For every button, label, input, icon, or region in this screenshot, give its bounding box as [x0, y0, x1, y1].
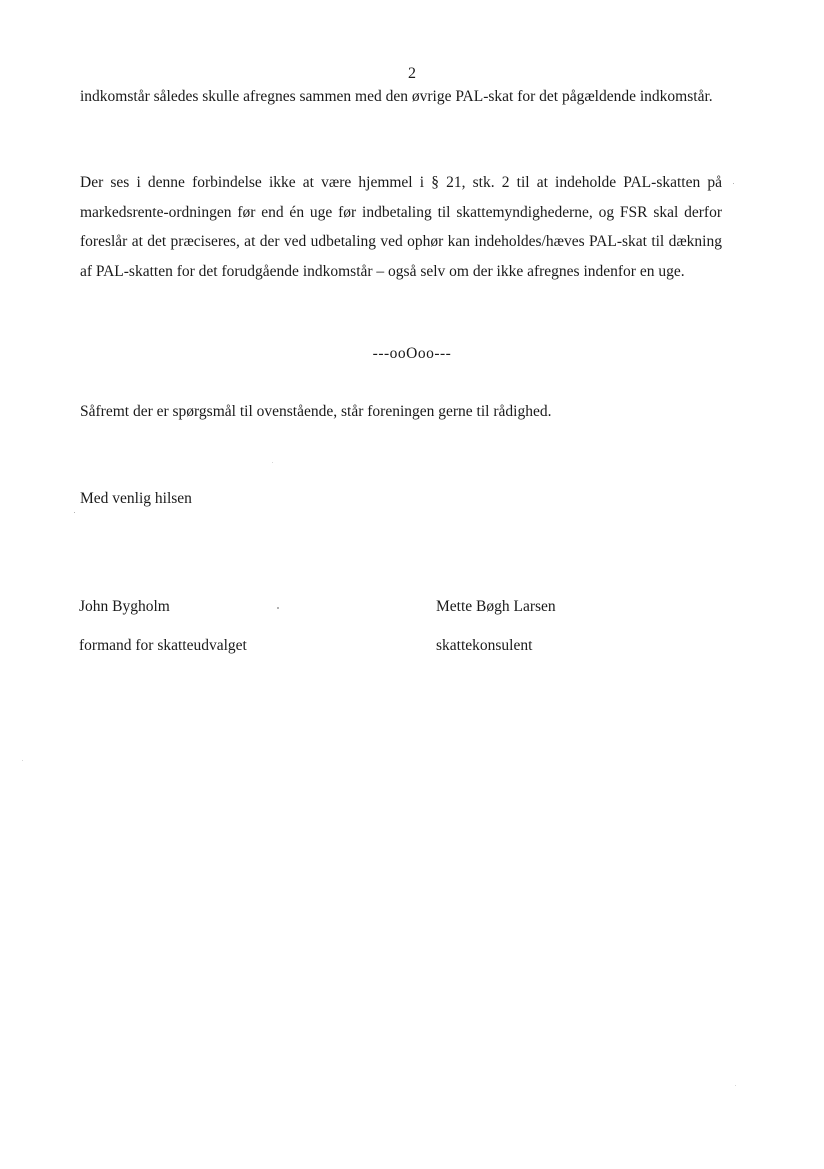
signer-1-name: John Bygholm [79, 598, 170, 615]
closing-question: Såfremt der er spørgsmål til ovenstående, står foreningen gerne til rådighed. [80, 403, 552, 420]
scan-speck [22, 760, 23, 761]
scan-speck [74, 512, 75, 513]
scan-speck [272, 462, 273, 463]
signer-2-title: skattekonsulent [436, 637, 533, 654]
body-paragraph-1: indkomstår således skulle afregnes sammen med den øvrige PAL-skat for det pågældende indkomstår. [80, 88, 713, 105]
scan-speck [733, 183, 734, 184]
body-paragraph-2: Der ses i denne forbindelse ikke at være hjemmel i § 21, stk. 2 til at indeholde PAL-skatten på markedsrente-ordningen før end én uge før indbetaling til skattemyndighederne, og FSR skal derfor foreslår at det præciseres, at der ved udbetaling ved ophør kan indeholdes/hæves PAL-skat til dækning af PAL-skatten for det forudgående indkomstår – også selv om der ikke afregnes indenfor en uge. [80, 174, 722, 280]
signer-1-title: formand for skatteudvalget [79, 637, 247, 654]
page-number: 2 [408, 65, 416, 82]
greeting: Med venlig hilsen [80, 490, 192, 507]
signer-2-name: Mette Bøgh Larsen [436, 598, 556, 615]
scan-speck [735, 1085, 736, 1086]
section-separator: ---ooOoo--- [372, 345, 452, 362]
scan-speck [277, 607, 279, 609]
